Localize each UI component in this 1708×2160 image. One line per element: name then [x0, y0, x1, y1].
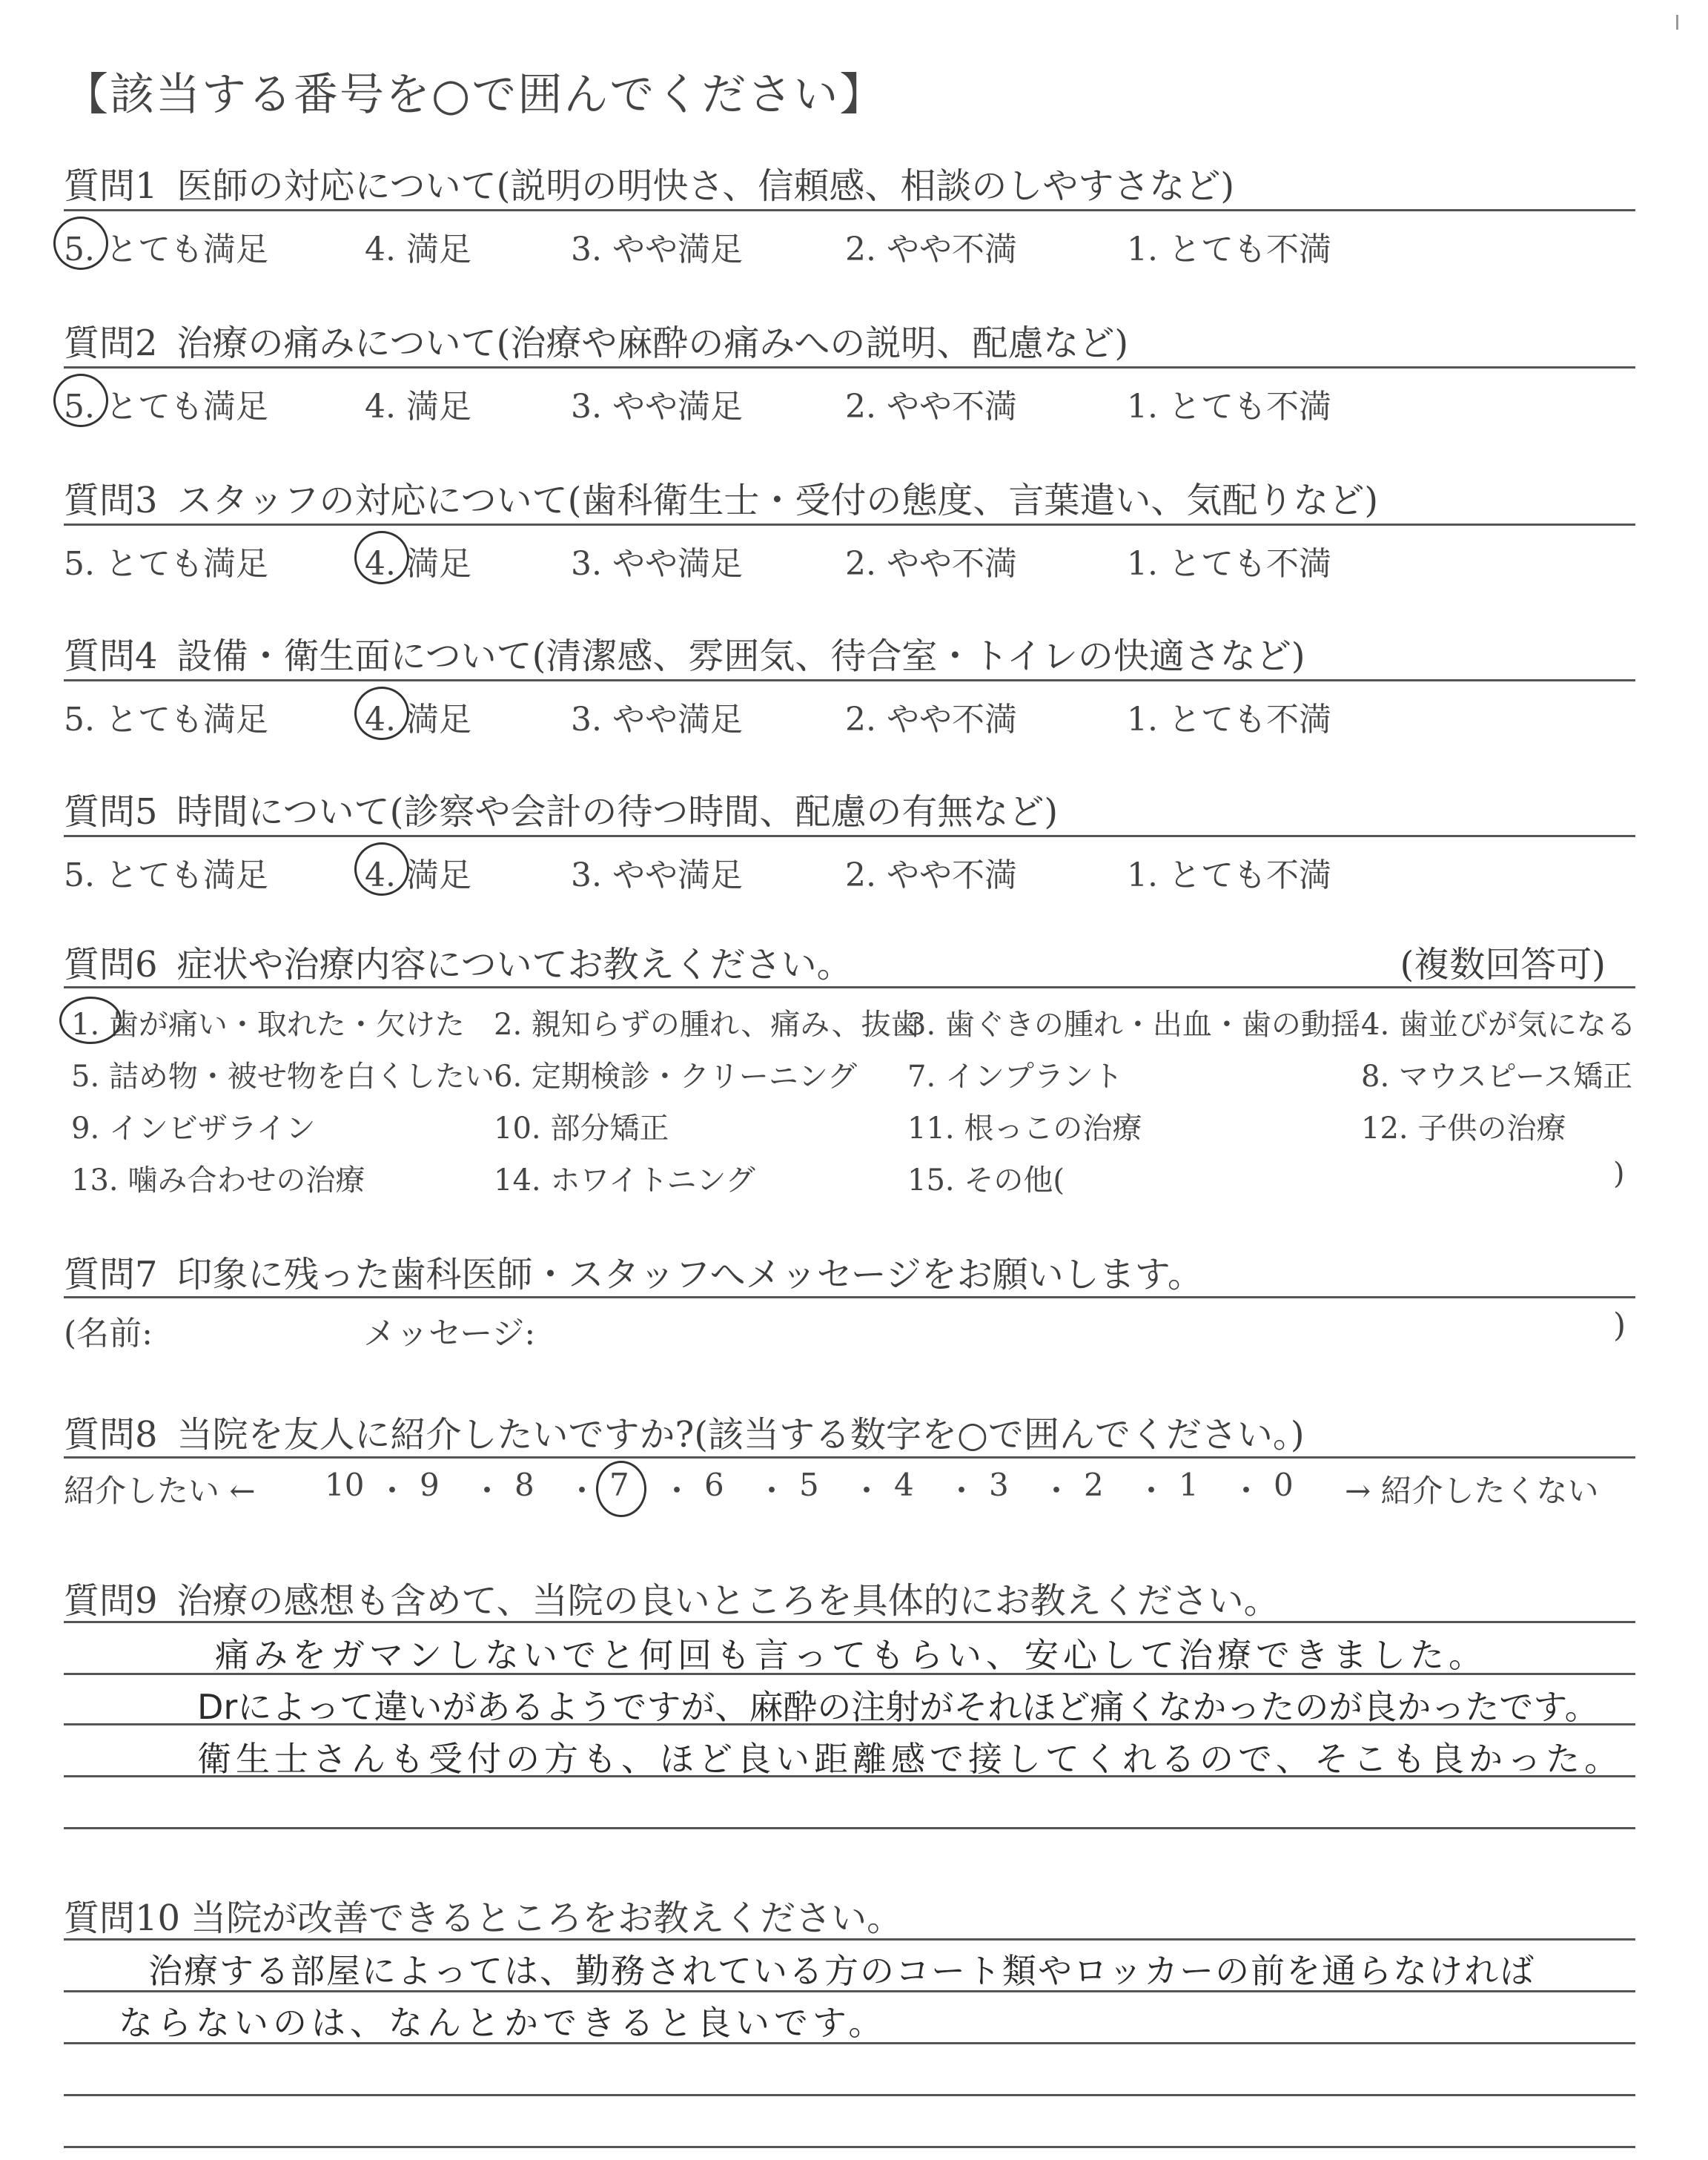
q6-option-15[interactable]: 15. その他( — [907, 1163, 1065, 1198]
rating-option-5[interactable]: 5. とても満足 — [64, 856, 268, 894]
rating-option-5[interactable]: 5. とても満足 — [64, 701, 268, 739]
question-1-options — [64, 222, 1635, 267]
q10-line-5 — [64, 2146, 1635, 2148]
q6-option-14[interactable]: 14. ホワイトニング — [494, 1163, 755, 1198]
q10-line-1 — [64, 1938, 1635, 1941]
question-5-options — [64, 848, 1635, 893]
question-1 — [64, 157, 1635, 208]
selected-answer-circle — [354, 531, 409, 584]
q10-answer-line-1: 治療する部屋によっては、勤務されている方のコート類やロッカーの前を通らなければ — [148, 1951, 1536, 1991]
q6-option-4[interactable]: 4. 歯並びが気になる — [1361, 1008, 1636, 1042]
question-1-rule — [64, 209, 1635, 211]
selected-answer-circle — [53, 374, 108, 427]
question-number: 質問1 — [64, 165, 158, 207]
question-4 — [64, 627, 1635, 678]
rating-option-4[interactable]: 4. 満足 — [365, 545, 471, 583]
rating-option-3[interactable]: 3. やや満足 — [571, 545, 743, 583]
rating-option-5[interactable]: 5. とても満足 — [64, 231, 268, 268]
rating-option-3[interactable]: 3. やや満足 — [571, 856, 743, 894]
q9-answer-line-2: Drによって違いがあるようですが、麻酔の注射がそれほど痛くなかったのが良かったです。 — [197, 1687, 1599, 1727]
scale-separator: ・ — [1041, 1473, 1073, 1509]
name-label: (名前: — [64, 1315, 153, 1353]
scale-value-6[interactable]: 6 — [704, 1467, 724, 1503]
question-8 — [64, 1406, 1635, 1457]
question-text: 治療の痛みについて(治療や麻酔の痛みへの説明、配慮など) — [176, 323, 1129, 364]
q9-answer-line-3: 衛生士さんも受付の方も、ほど良い距離感で接してくれるので、そこも良かった。 — [197, 1739, 1623, 1779]
q6-option-10[interactable]: 10. 部分矯正 — [494, 1112, 669, 1146]
scale-separator: ・ — [661, 1473, 693, 1509]
question-6 — [64, 936, 1635, 987]
scale-separator: ・ — [851, 1473, 883, 1509]
scale-value-0[interactable]: 0 — [1274, 1467, 1294, 1503]
scale-value-10[interactable]: 10 — [325, 1467, 365, 1503]
scale-value-8[interactable]: 8 — [514, 1467, 534, 1503]
question-number: 質問4 — [64, 635, 158, 677]
scale-value-9[interactable]: 9 — [420, 1467, 440, 1503]
q6-other-close-paren: ) — [1613, 1157, 1625, 1191]
question-7-rule — [64, 1296, 1635, 1298]
multiple-answer-note: (複数回答可) — [1400, 944, 1606, 985]
question-number: 質問10 — [64, 1898, 181, 1939]
question-text: スタッフの対応について(歯科衛生士・受付の態度、言葉遣い、気配りなど) — [176, 480, 1379, 521]
q6-option-3[interactable]: 3. 歯ぐきの腫れ・出血・歯の動揺 — [907, 1008, 1360, 1042]
q6-selected-circle — [59, 997, 122, 1044]
question-10 — [64, 1889, 1635, 1941]
q9-answer-line-1: 痛みをガマンしないでと何回も言ってもらい、安心して治療できました。 — [215, 1635, 1487, 1675]
rating-option-2[interactable]: 2. やや不満 — [845, 231, 1017, 268]
q7-fields — [64, 1307, 1635, 1351]
question-text: 印象に残った歯科医師・スタッフへメッセージをお願いします。 — [176, 1254, 1203, 1295]
close-paren: ) — [1613, 1307, 1626, 1344]
rating-option-2[interactable]: 2. やや不満 — [845, 388, 1017, 426]
scale-separator: ・ — [946, 1473, 978, 1509]
question-2-options — [64, 380, 1635, 424]
question-4-options — [64, 693, 1635, 737]
scale-value-4[interactable]: 4 — [894, 1467, 914, 1503]
rating-option-4[interactable]: 4. 満足 — [365, 701, 471, 739]
question-6-rule — [64, 986, 1635, 988]
q6-option-1[interactable]: 1. 歯が痛い・取れた・欠けた — [71, 1008, 465, 1042]
question-2 — [64, 314, 1635, 366]
rating-option-2[interactable]: 2. やや不満 — [845, 545, 1017, 583]
scale-value-5[interactable]: 5 — [799, 1467, 819, 1503]
q10-line-4 — [64, 2094, 1635, 2096]
q6-option-9[interactable]: 9. インビザライン — [71, 1112, 316, 1146]
question-3-rule — [64, 524, 1635, 526]
q6-options — [64, 1001, 1635, 1223]
scale-separator: ・ — [471, 1473, 503, 1509]
rating-option-4[interactable]: 4. 満足 — [365, 388, 471, 426]
q10-answer-line-2: ならないのは、なんとかできると良いです。 — [119, 2003, 887, 2043]
message-label: メッセージ: — [363, 1315, 536, 1353]
question-text: 症状や治療内容についてお教えください。 — [176, 944, 853, 985]
selected-answer-circle — [354, 687, 409, 740]
question-3 — [64, 472, 1635, 523]
question-9 — [64, 1572, 1635, 1623]
scale-separator: ・ — [566, 1473, 598, 1509]
question-8-rule — [64, 1456, 1635, 1459]
recommend-scale — [64, 1467, 1635, 1511]
q6-option-8[interactable]: 8. マウスピース矯正 — [1361, 1060, 1633, 1094]
q6-option-7[interactable]: 7. インプラント — [907, 1060, 1123, 1094]
scale-right-label: → 紹介したくない — [1345, 1473, 1599, 1509]
rating-option-5[interactable]: 5. とても満足 — [64, 545, 268, 583]
question-text: 当院を友人に紹介したいですか?(該当する数字を○で囲んでください。) — [176, 1414, 1305, 1456]
q6-option-5[interactable]: 5. 詰め物・被せ物を白くしたい — [71, 1060, 494, 1094]
rating-option-1[interactable]: 1. とても不満 — [1127, 856, 1331, 894]
scale-value-7[interactable]: 7 — [609, 1467, 629, 1503]
scale-value-3[interactable]: 3 — [989, 1467, 1009, 1503]
rating-option-3[interactable]: 3. やや満足 — [571, 231, 743, 268]
q6-option-2[interactable]: 2. 親知らずの腫れ、痛み、抜歯 — [494, 1008, 921, 1042]
question-3-options — [64, 537, 1635, 581]
question-number: 質問5 — [64, 791, 158, 833]
question-number: 質問9 — [64, 1580, 158, 1622]
scale-selected-circle — [596, 1461, 646, 1517]
q6-option-12[interactable]: 12. 子供の治療 — [1361, 1112, 1566, 1146]
rating-option-1[interactable]: 1. とても不満 — [1127, 231, 1331, 268]
scale-separator: ・ — [377, 1473, 408, 1509]
question-number: 質問7 — [64, 1254, 158, 1295]
selected-answer-circle — [53, 217, 108, 270]
question-4-rule — [64, 679, 1635, 681]
question-number: 質問2 — [64, 323, 158, 364]
page-corner-mark — [1675, 15, 1678, 30]
rating-option-1[interactable]: 1. とても不満 — [1127, 545, 1331, 583]
question-2-rule — [64, 366, 1635, 369]
rating-option-1[interactable]: 1. とても不満 — [1127, 701, 1331, 739]
scale-value-2[interactable]: 2 — [1084, 1467, 1104, 1503]
scale-left-label: 紹介したい ← — [64, 1473, 256, 1509]
question-number: 質問3 — [64, 480, 158, 521]
question-5 — [64, 783, 1635, 834]
question-text: 治療の感想も含めて、当院の良いところを具体的にお教えください。 — [176, 1580, 1280, 1622]
rating-option-3[interactable]: 3. やや満足 — [571, 388, 743, 426]
q9-line-5 — [64, 1827, 1635, 1829]
rating-option-1[interactable]: 1. とても不満 — [1127, 388, 1331, 426]
instruction-header: 【該当する番号を○で囲んでください】 — [64, 69, 886, 121]
rating-option-4[interactable]: 4. 満足 — [365, 231, 471, 268]
question-text: 医師の対応について(説明の明快さ、信頼感、相談のしやすさなど) — [176, 165, 1235, 207]
q6-option-6[interactable]: 6. 定期検診・クリーニング — [494, 1060, 858, 1094]
q6-option-13[interactable]: 13. 噛み合わせの治療 — [71, 1163, 365, 1198]
question-text: 設備・衛生面について(清潔感、雰囲気、待合室・トイレの快適さなど) — [176, 635, 1305, 677]
question-5-rule — [64, 835, 1635, 837]
rating-option-3[interactable]: 3. やや満足 — [571, 701, 743, 739]
scale-separator: ・ — [1231, 1473, 1262, 1509]
question-text: 時間について(診察や会計の待つ時間、配慮の有無など) — [176, 791, 1059, 833]
scale-separator: ・ — [756, 1473, 788, 1509]
rating-option-2[interactable]: 2. やや不満 — [845, 856, 1017, 894]
rating-option-4[interactable]: 4. 満足 — [365, 856, 471, 894]
question-7 — [64, 1246, 1635, 1297]
q6-option-11[interactable]: 11. 根っこの治療 — [907, 1112, 1142, 1146]
selected-answer-circle — [354, 842, 409, 896]
question-number: 質問8 — [64, 1414, 158, 1456]
q9-line-1 — [64, 1621, 1635, 1623]
rating-option-5[interactable]: 5. とても満足 — [64, 388, 268, 426]
question-text: 当院が改善できるところをお教えください。 — [191, 1898, 903, 1939]
rating-option-2[interactable]: 2. やや不満 — [845, 701, 1017, 739]
question-number: 質問6 — [64, 944, 158, 985]
scale-value-1[interactable]: 1 — [1179, 1467, 1199, 1503]
scale-separator: ・ — [1136, 1473, 1168, 1509]
